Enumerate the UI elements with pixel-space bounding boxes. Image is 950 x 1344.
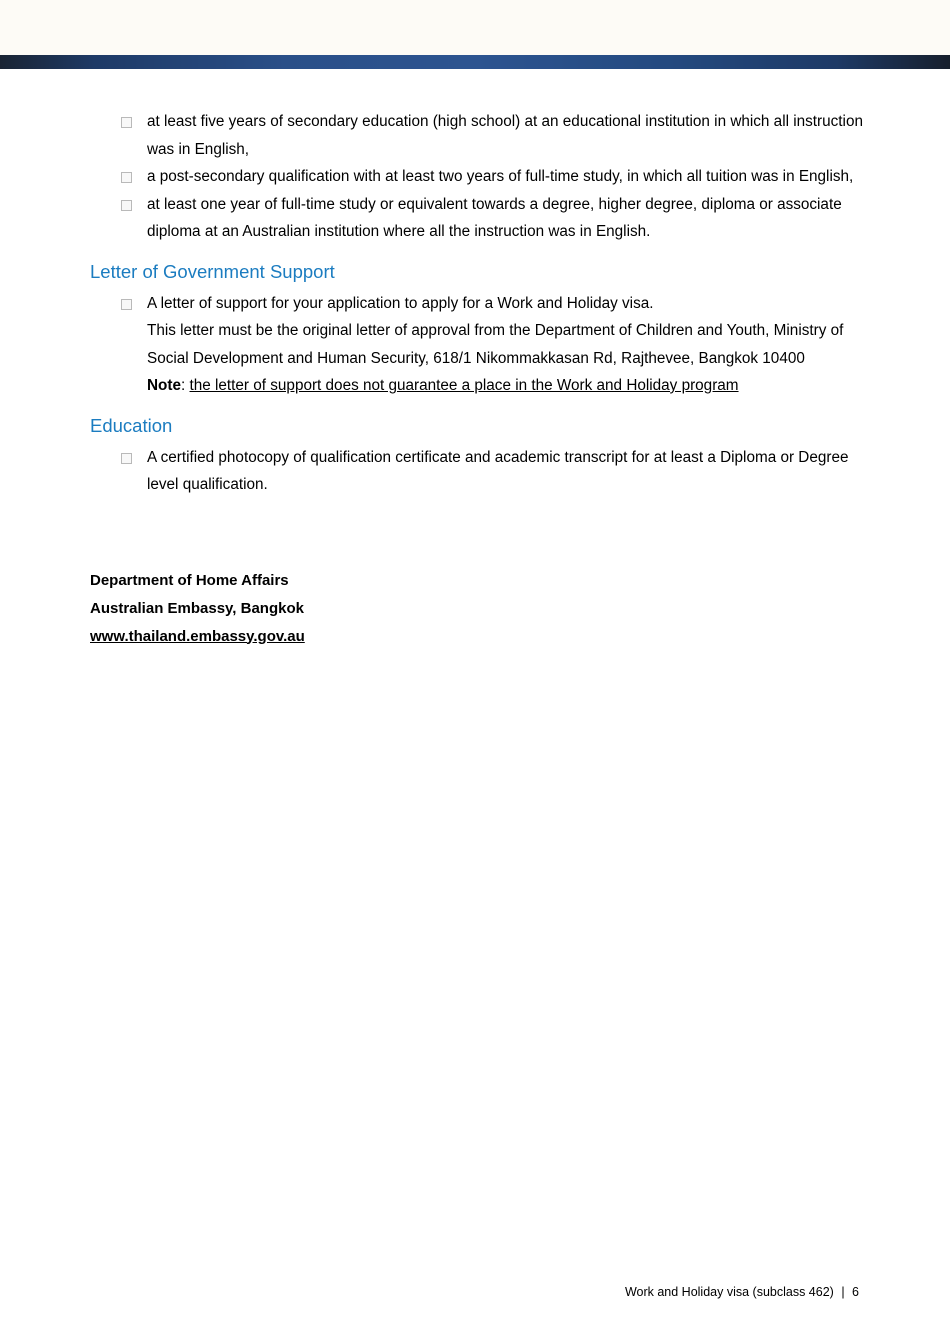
checkbox-icon <box>121 200 132 211</box>
list-item-text: at least five years of secondary education (high school) at an educational institution in which all instruction was in English, <box>147 113 863 158</box>
note-text: the letter of support does not guarantee a place in the Work and Holiday program <box>189 377 739 394</box>
education-list <box>90 444 870 499</box>
note-label: Note <box>147 377 181 394</box>
footer-separator: | <box>841 1285 845 1299</box>
english-requirements-list <box>90 108 870 246</box>
list-item <box>90 290 870 400</box>
embassy-website-link[interactable]: www.thailand.embassy.gov.au <box>90 627 305 645</box>
list-item-text: at least one year of full-time study or equivalent towards a degree, higher degree, diploma or associate diploma at an Australian institution where all the instruction was in English. <box>147 195 842 240</box>
government-support-list <box>90 290 870 400</box>
contact-block <box>90 567 870 651</box>
page-number: 6 <box>852 1285 859 1299</box>
checkbox-icon <box>121 299 132 310</box>
list-item <box>90 108 870 163</box>
page-footer <box>625 1285 859 1299</box>
list-item <box>90 444 870 499</box>
header-gradient-bar <box>0 55 950 69</box>
list-item-text: a post-secondary qualification with at least two years of full-time study, in which all tuition was in English, <box>147 168 854 185</box>
note-separator: : <box>181 377 190 394</box>
list-item <box>90 191 870 246</box>
support-letter-detail: This letter must be the original letter of approval from the Department of Children and Youth, Ministry of Social Development and Human Security, 618/1 Nikommakkasan Rd, Rajthevee, Bangkok 10400 <box>147 322 844 367</box>
list-item <box>90 163 870 191</box>
footer-title: Work and Holiday visa (subclass 462) <box>624 1285 834 1299</box>
list-item-text: A certified photocopy of qualification certificate and academic transcript for at least a Diploma or Degree level qualification. <box>147 448 849 493</box>
checkbox-icon <box>121 172 132 183</box>
department-name: Department of Home Affairs <box>90 571 289 589</box>
government-support-heading: Letter of Government Support <box>90 260 335 282</box>
checkbox-icon <box>121 453 132 464</box>
header-band <box>0 0 950 55</box>
checkbox-icon <box>121 117 132 128</box>
support-note <box>147 372 870 400</box>
page-content <box>90 108 870 651</box>
education-heading: Education <box>90 414 173 436</box>
embassy-name: Australian Embassy, Bangkok <box>90 599 304 617</box>
list-item-text: A letter of support for your application to apply for a Work and Holiday visa. <box>147 294 654 312</box>
